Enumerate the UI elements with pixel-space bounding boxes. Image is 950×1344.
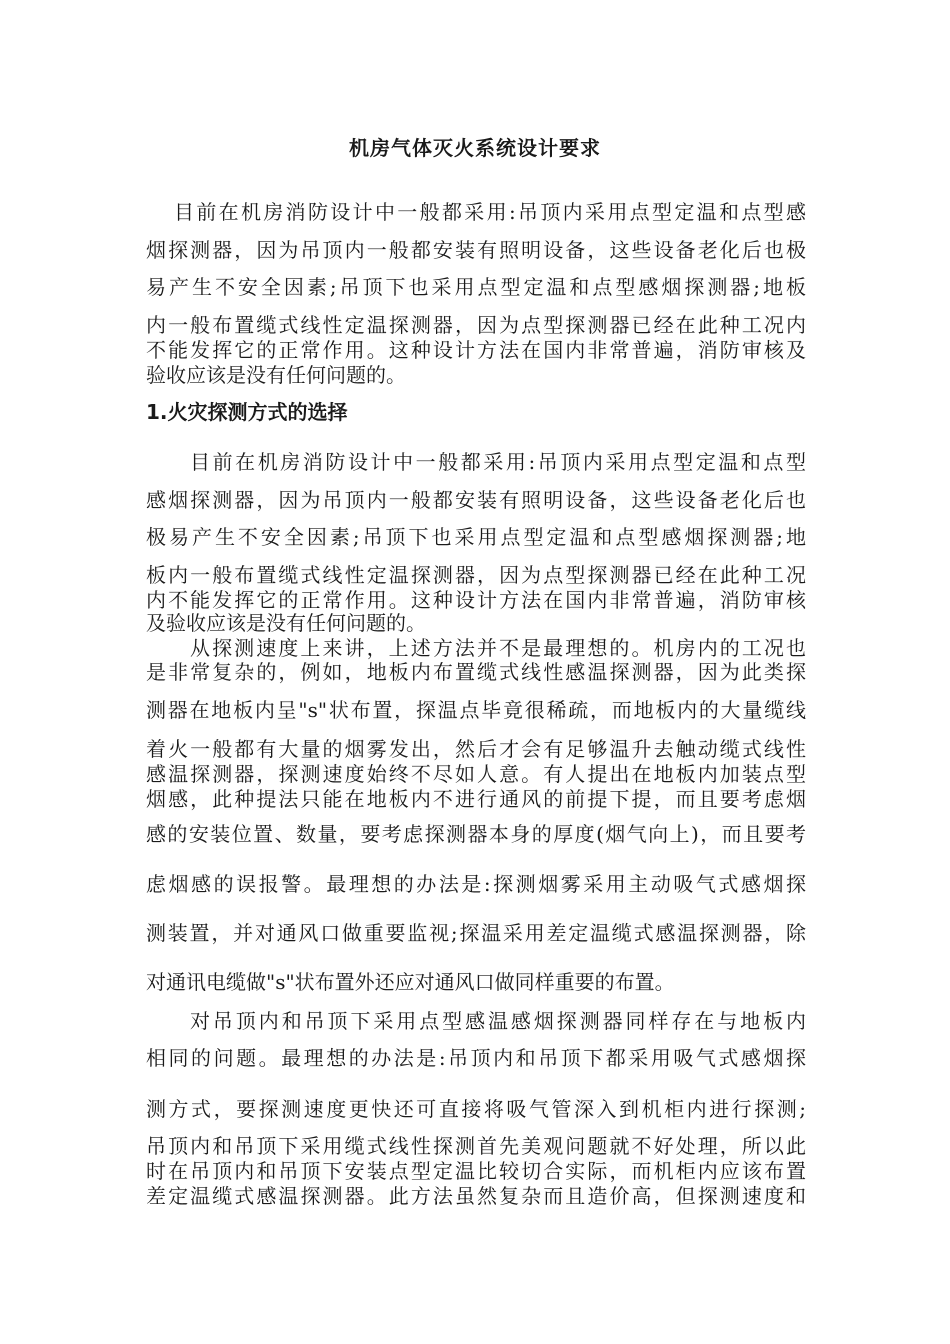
intro-line: 烟探测器，因为吊顶内一般都安装有照明设备，这些设备老化后也极	[146, 238, 806, 262]
para3-line: 时在吊顶内和吊顶下安装点型定温比较切合实际，而机柜内应该布置	[146, 1159, 806, 1183]
para3-line: 测方式，要探测速度更快还可直接将吸气管深入到机柜内进行探测;	[146, 1097, 806, 1121]
intro-line: 不能发挥它的正常作用。这种设计方法在国内非常普遍，消防审核及	[146, 338, 806, 362]
para2-line: 测装置，并对通风口做重要监视;探温采用差定温缆式感温探测器，除	[146, 921, 806, 945]
para1-line: 感烟探测器，因为吊顶内一般都安装有照明设备，这些设备老化后也	[146, 488, 806, 512]
para2-line: 测器在地板内呈"s"状布置，探温点毕竟很稀疏，而地板内的大量缆线	[146, 698, 806, 722]
para2-line: 对通讯电缆做"s"状布置外还应对通风口做同样重要的布置。	[146, 970, 675, 994]
para1-line: 及验收应该是没有任何问题的。	[146, 611, 426, 635]
para1-line: 内不能发挥它的正常作用。这种设计方法在国内非常普遍，消防审核	[146, 588, 806, 612]
para2-line: 着火一般都有大量的烟雾发出，然后才会有足够温升去触动缆式线性	[146, 737, 806, 761]
para3-line: 吊顶内和吊顶下采用缆式线性探测首先美观问题就不好处理，所以此	[146, 1134, 806, 1158]
intro-line: 验收应该是没有任何问题的。	[146, 363, 406, 387]
para2-line: 烟感，此种提法只能在地板内不进行通风的前提下提，而且要考虑烟	[146, 787, 806, 811]
intro-line: 内一般布置缆式线性定温探测器，因为点型探测器已经在此种工况内	[146, 313, 806, 337]
document-title: 机房气体灭火系统设计要求	[349, 136, 601, 160]
para1-line: 板内一般布置缆式线性定温探测器，因为点型探测器已经在此种工况	[146, 563, 806, 587]
intro-line: 易产生不安全因素;吊顶下也采用点型定温和点型感烟探测器;地板	[146, 275, 806, 299]
para3-line: 对吊顶内和吊顶下采用点型感温感烟探测器同样存在与地板内	[190, 1009, 806, 1033]
para1-line: 极易产生不安全因素;吊顶下也采用点型定温和点型感烟探测器;地	[146, 525, 806, 549]
para3-line: 相同的问题。最理想的办法是:吊顶内和吊顶下都采用吸气式感烟探	[146, 1046, 806, 1070]
section-heading: 1.火灾探测方式的选择	[146, 400, 348, 424]
para1-line: 目前在机房消防设计中一般都采用:吊顶内采用点型定温和点型	[190, 450, 806, 474]
para2-line: 从探测速度上来讲，上述方法并不是最理想的。机房内的工况也	[190, 636, 806, 660]
para3-line: 差定温缆式感温探测器。此方法虽然复杂而且造价高，但探测速度和	[146, 1184, 806, 1208]
para2-line: 感温探测器，探测速度始终不尽如人意。有人提出在地板内加装点型	[146, 762, 806, 786]
para2-line: 感的安装位置、数量，要考虑探测器本身的厚度(烟气向上)，而且要考	[146, 822, 806, 846]
para2-line: 是非常复杂的，例如，地板内布置缆式线性感温探测器，因为此类探	[146, 660, 806, 684]
intro-line: 目前在机房消防设计中一般都采用:吊顶内采用点型定温和点型感	[174, 200, 806, 224]
para2-line: 虑烟感的误报警。最理想的办法是:探测烟雾采用主动吸气式感烟探	[146, 872, 806, 896]
